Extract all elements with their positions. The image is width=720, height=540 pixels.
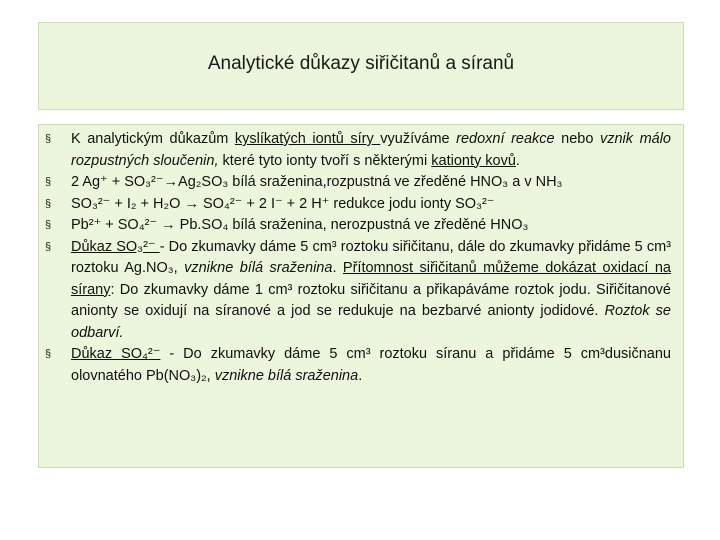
bullet-marker: § [45, 197, 52, 210]
sulfate-proof-text-d: . [358, 367, 363, 384]
iodine-reaction-text: SO₃²⁻ + I₂ + H₂O → SO₄²⁻ + 2 I⁻ + 2 H⁺ redukce jodu ionty SO₃²⁻ [71, 195, 495, 212]
sulfite-proof-text-e: Přítomnost siřičitanů můžeme dokázat oxidací na sírany [71, 260, 671, 298]
intro-text-i: . [515, 152, 520, 169]
bullet-marker: § [45, 176, 52, 188]
intro-text-g: které tyto ionty tvoří s některými [218, 152, 432, 169]
intro-text-f: vznik málo rozpustných sloučenin, [71, 131, 672, 169]
content-placeholder [38, 124, 684, 468]
bullet-marker: § [45, 133, 52, 145]
bullet-item-intro [45, 129, 672, 172]
ag-reaction-text: 2 Ag⁺ + SO₃²⁻→Ag₂SO₃ bílá sraženina,rozpustná ve zředěné HNO₃ a v NH₃ [71, 174, 563, 190]
bullet-item-sulfate-proof [45, 344, 671, 387]
intro-text-b: kyslíkatých iontů síry [234, 131, 381, 147]
intro-text-c: využíváme [380, 131, 457, 147]
bullet-item-iodine-reaction [45, 194, 671, 216]
sulfate-proof-text-c: vznikne bílá sraženina [214, 367, 359, 384]
bullet-item-sulfite-proof [45, 237, 671, 345]
pb-reaction-text: Pb²⁺ + SO₄²⁻ → Pb.SO₄ bílá sraženina, nerozpustná ve zředěné HNO₃ [71, 217, 529, 233]
title-placeholder [38, 22, 684, 110]
bullet-list [39, 125, 683, 387]
sulfite-proof-text-f: : Do zkumavky dáme 1 cm³ roztoku siřičitanu a přikapáváme roztok jodu. Siřičitanové anionty se oxidují na síranové a jod se redukuje na bezbarvé anionty jodidové. [71, 281, 671, 319]
sulfite-proof-text-c: vznikne bílá sraženina [184, 260, 333, 276]
sulfite-proof-heading: Důkaz SO₃²⁻ [71, 238, 160, 255]
bullet-marker: § [45, 219, 52, 231]
sulfite-proof-text-d: . [332, 260, 343, 276]
bullet-marker: § [45, 348, 52, 360]
intro-text-d: redoxní reakce [456, 131, 555, 147]
sulfate-proof-heading: Důkaz SO₄²⁻ [71, 346, 161, 362]
bullet-marker: § [45, 240, 52, 253]
intro-text-e: nebo [554, 131, 600, 147]
bullet-item-ag-reaction [45, 172, 671, 194]
intro-text-a: K analytickým důkazům [71, 131, 235, 147]
intro-text-h: kationty kovů [431, 152, 516, 169]
sulfate-proof-text-b: - Do zkumavky dáme 5 cm³ roztoku síranu a přidáme 5 cm³dusičnanu olovnatého Pb(NO₃)₂, [71, 346, 671, 384]
bullet-item-pb-reaction [45, 215, 671, 237]
slide-title: Analytické důkazy siřičitanů a síranů [207, 53, 515, 74]
sulfite-proof-text-g: Roztok se odbarví. [71, 303, 671, 341]
sulfite-proof-text-b: - Do zkumavky dáme 5 cm³ roztoku siřičitanu, dále do zkumavky přidáme 5 cm³ roztoku Ag.NO₃, [71, 238, 671, 276]
